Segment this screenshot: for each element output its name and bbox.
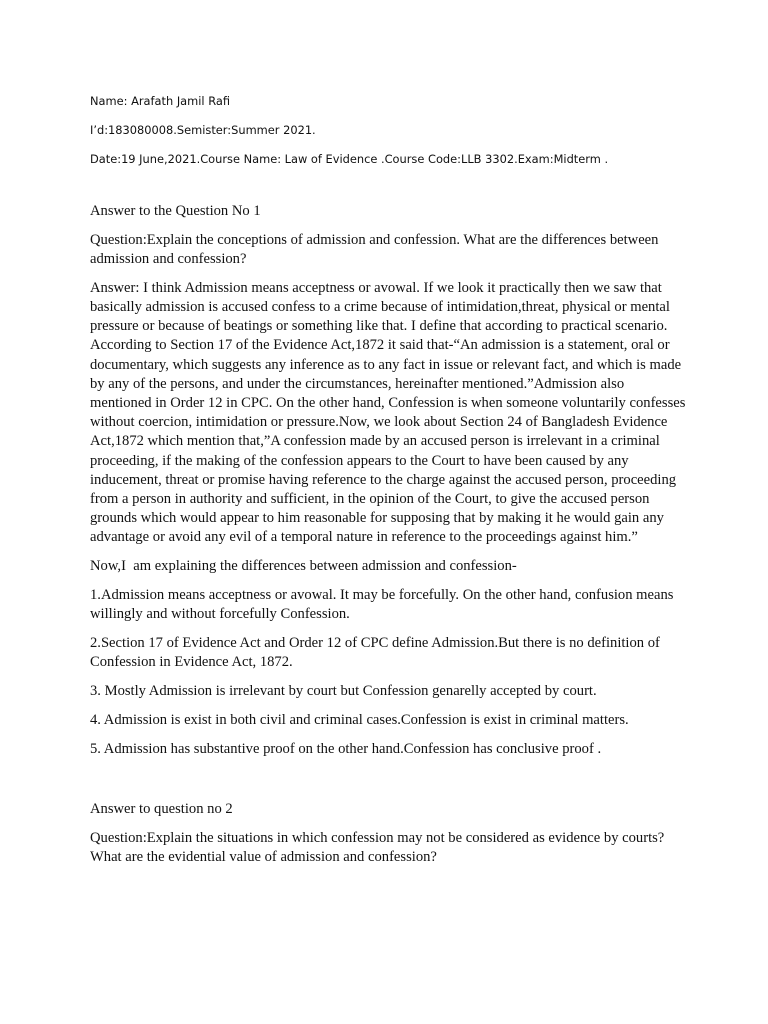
question-1-text: Question:Explain the conceptions of admission and confession. What are the differences between admission and confession? [90,231,659,267]
answer-2-heading: Answer to question no 2 [90,800,233,817]
difference-point-4: 4. Admission is exist in both civil and criminal cases.Confession is exist in criminal matters. [90,711,629,728]
differences-intro: Now,I am explaining the differences between admission and confession- [90,558,517,575]
student-name: Name: Arafath Jamil Rafi [90,94,231,108]
document-content [90,92,686,877]
difference-point-2: 2.Section 17 of Evidence Act and Order 12 of CPC define Admission.But there is no definition of Confession in Evidence Act, 1872. [90,635,660,671]
question-2-text: Question:Explain the situations in which confession may not be considered as evidence by courts? What are the evidential value of admission and confession? [90,829,665,865]
answer-1-text: Answer: I think Admission means acceptness or avowal. If we look it practically then we saw that basically admission is accused confess to a crime because of intimidation,threat, physical or mental pressure or because of beatings or something like that. I define that according to practical scenario. According to Section 17 of the Evidence Act,1872 it said that-“An admission is a statement, oral or documentary, which suggests any inference as to any fact in issue or relevant fact, and which is made by any of the persons, and under the circumstances, hereinafter mentioned.”Admission also mentioned in Order 12 in CPC. On the other hand, Confession is when someone voluntarily confesses without coercion, intimidation or pressure.Now, we look about Section 24 of Bangladesh Evidence Act,1872 which mention that,”A confession made by an accused person is irrelevant in a criminal proceeding, if the making of the confession appears to the Court to have been caused by any inducement, threat or promise having reference to the charge against the accused person, proceeding from a person in authority and sufficient, in the opinion of the Court, to give the accused person grounds which would appear to him reasonable for supposing that by making it he would gain any advantage or avoid any evil of a temporal nature in reference to the proceedings against him.” [90,279,686,546]
difference-point-3: 3. Mostly Admission is irrelevant by court but Confession genarelly accepted by court. [90,683,597,700]
student-id-semester: I’d:183080008.Semister:Summer 2021. [90,123,316,137]
exam-date-course: Date:19 June,2021.Course Name: Law of Evidence .Course Code:LLB 3302.Exam:Midterm . [90,152,609,166]
difference-point-1: 1.Admission means acceptness or avowal. It may be forcefully. On the other hand, confusion means willingly and without forcefully Confession. [90,587,674,623]
answer-1-heading: Answer to the Question No 1 [90,203,261,219]
difference-point-5: 5. Admission has substantive proof on the other hand.Confession has conclusive proof . [90,740,602,757]
